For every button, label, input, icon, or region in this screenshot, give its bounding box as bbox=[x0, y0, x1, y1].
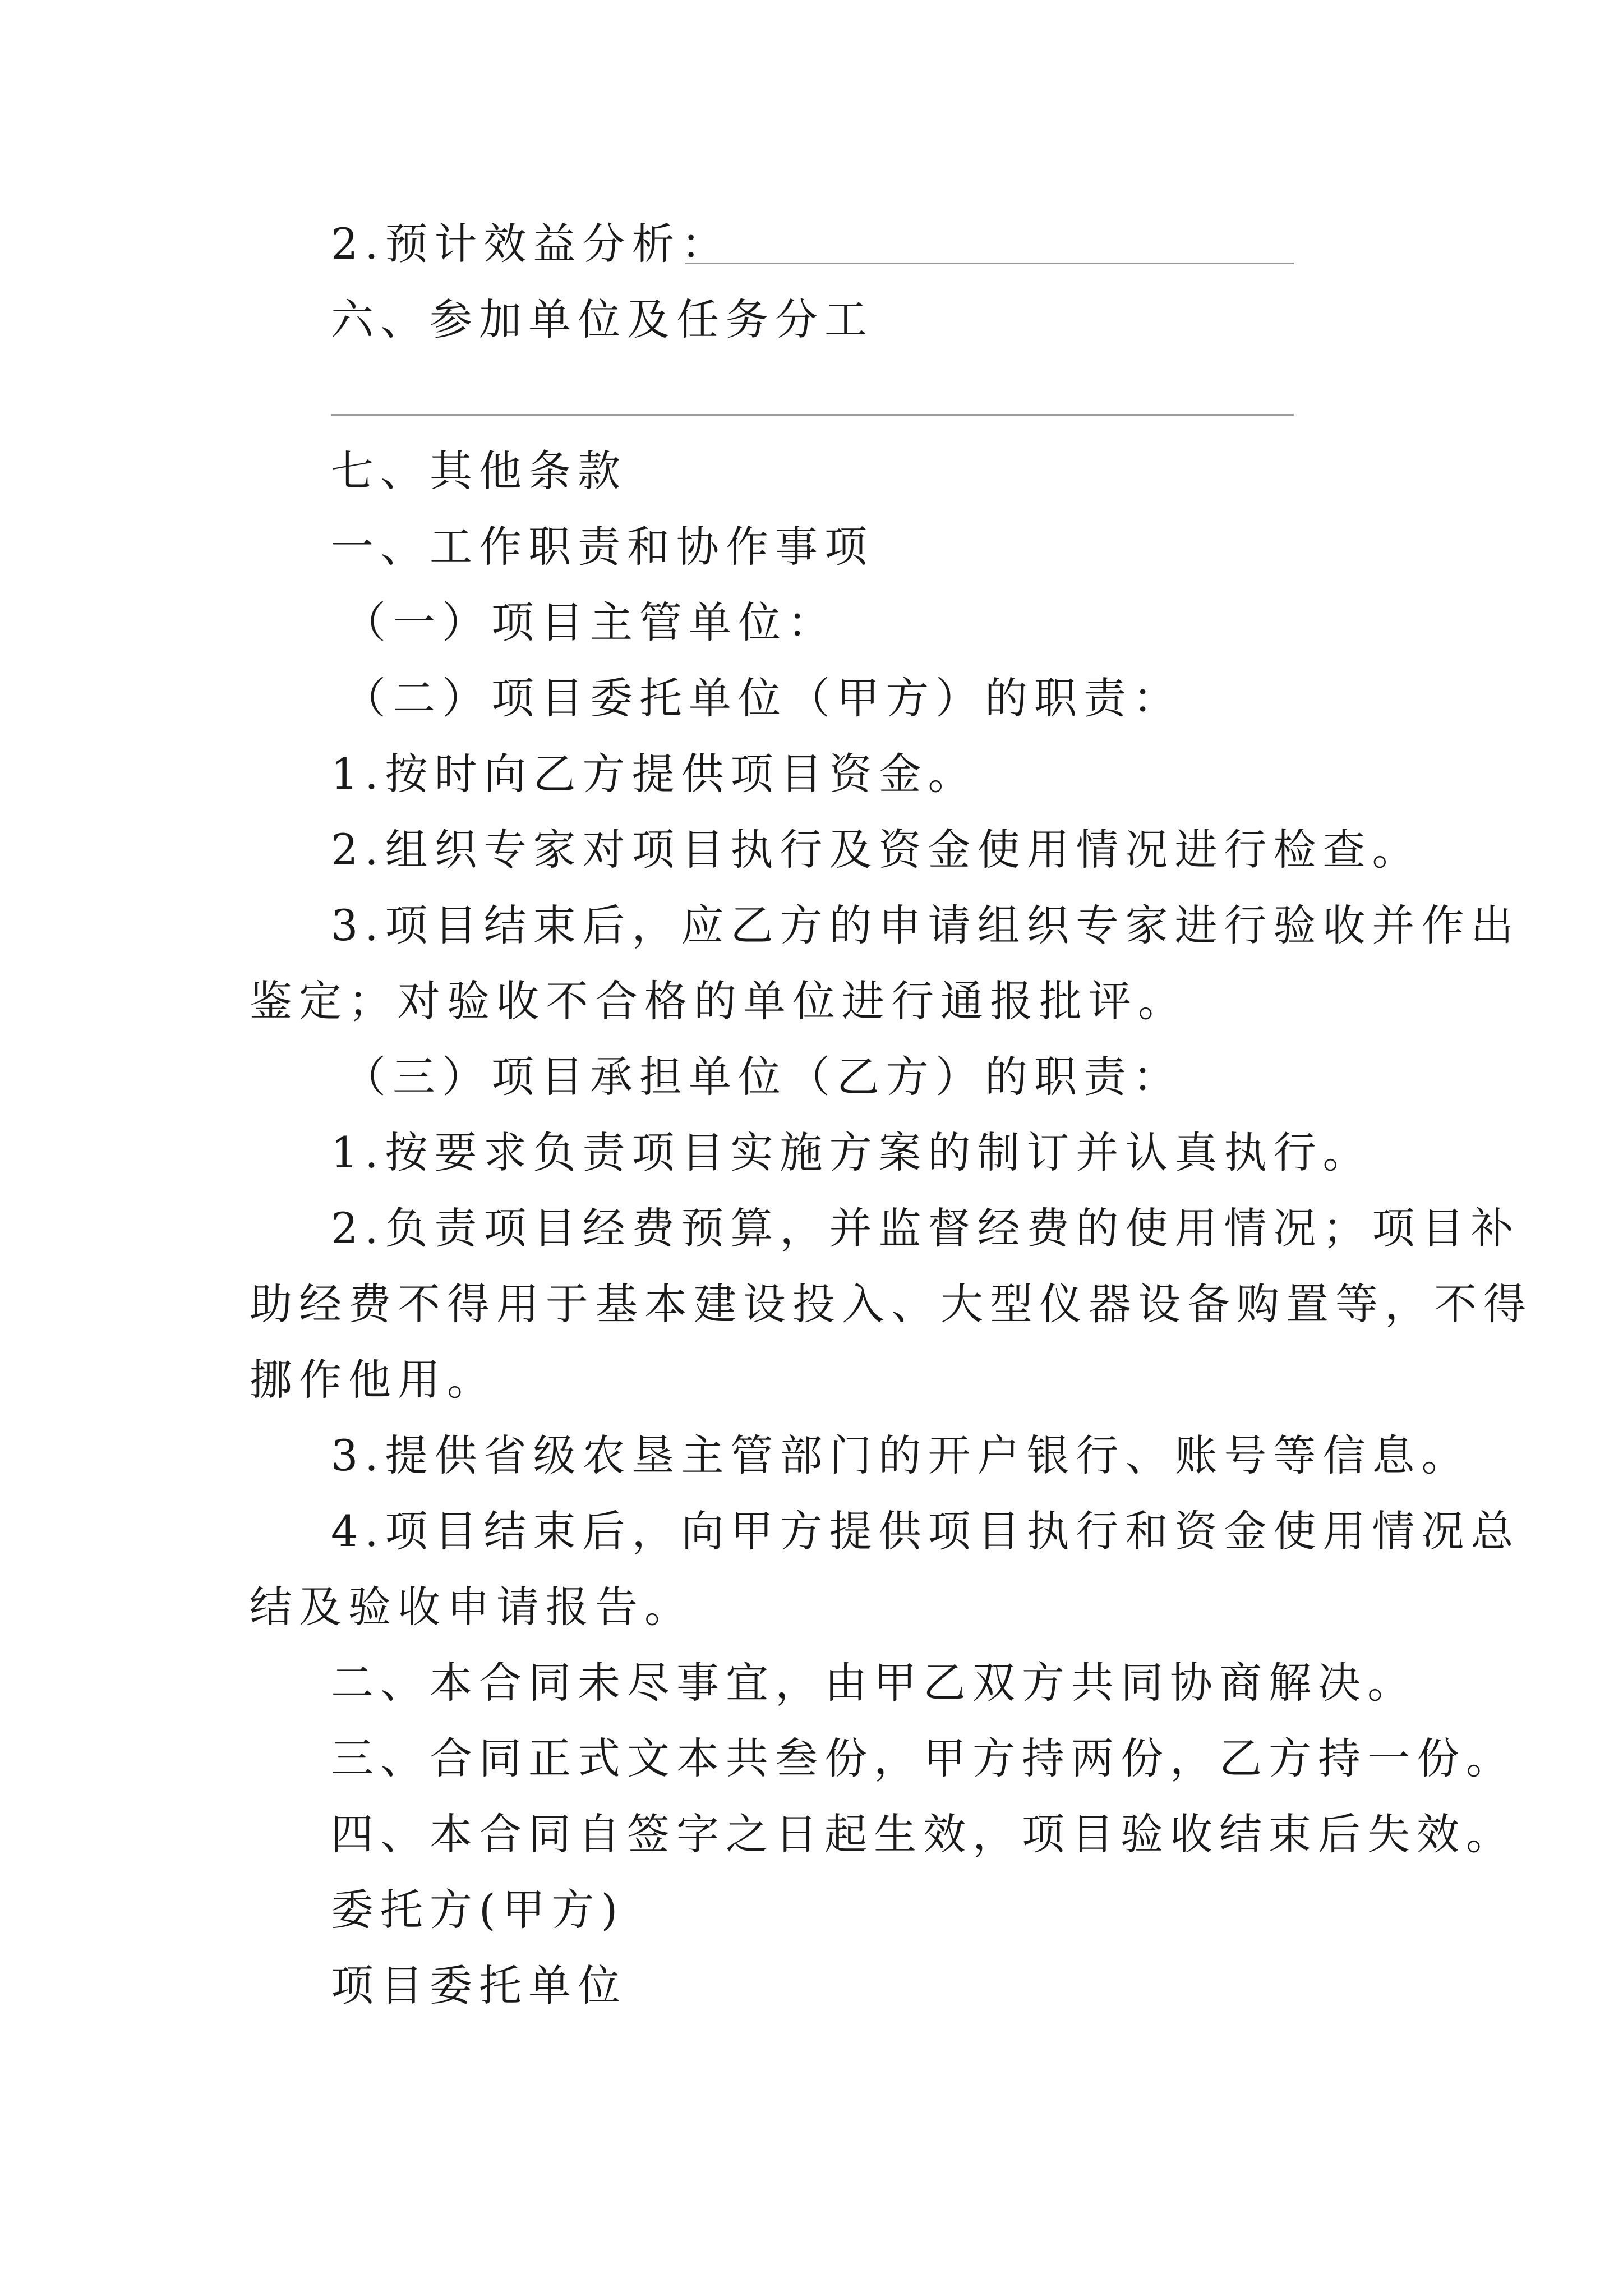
benefit-analysis-line: 2.预计效益分析： bbox=[331, 219, 731, 269]
party-a-duties-heading: （二）项目委托单位（甲方）的职责： bbox=[343, 673, 1182, 723]
client-party-label: 委托方(甲方) bbox=[331, 1885, 625, 1935]
party-a-duty-3-cont: 鉴定；对验收不合格的单位进行通报批评。 bbox=[250, 976, 1187, 1026]
party-b-duty-2-cont-2: 挪作他用。 bbox=[250, 1355, 496, 1405]
section-seven-heading: 七、其他条款 bbox=[331, 446, 627, 496]
clause-four: 四、本合同自签字之日起生效，项目验收结束后失效。 bbox=[331, 1809, 1515, 1859]
section-six-heading: 六、参加单位及任务分工 bbox=[331, 295, 874, 344]
client-unit-label: 项目委托单位 bbox=[331, 1961, 627, 2010]
clause-three: 三、合同正式文本共叁份，甲方持两份，乙方持一份。 bbox=[331, 1733, 1515, 1783]
party-b-duty-1: 1.按要求负责项目实施方案的制订并认真执行。 bbox=[331, 1128, 1372, 1177]
benefit-analysis-blank bbox=[685, 263, 1294, 264]
party-b-duty-2-cont: 助经费不得用于基本建设投入、大型仪器设备购置等，不得 bbox=[250, 1279, 1533, 1329]
clause-two: 二、本合同未尽事宜，由甲乙双方共同协商解决。 bbox=[331, 1658, 1417, 1708]
task-division-blank bbox=[331, 414, 1294, 416]
party-a-duty-1: 1.按时向乙方提供项目资金。 bbox=[331, 749, 978, 799]
party-b-duties-heading: （三）项目承担单位（乙方）的职责： bbox=[343, 1052, 1182, 1102]
party-a-duty-2: 2.组织专家对项目执行及资金使用情况进行检查。 bbox=[331, 825, 1422, 875]
duties-heading: 一、工作职责和协作事项 bbox=[331, 522, 874, 572]
supervisor-unit-heading: （一）项目主管单位： bbox=[343, 597, 837, 647]
party-b-duty-3: 3.提供省级农垦主管部门的开户银行、账号等信息。 bbox=[331, 1430, 1471, 1480]
party-a-duty-3: 3.项目结束后，应乙方的申请组织专家进行验收并作出 bbox=[331, 900, 1520, 950]
party-b-duty-4: 4.项目结束后，向甲方提供项目执行和资金使用情况总 bbox=[331, 1506, 1520, 1556]
party-b-duty-4-cont: 结及验收申请报告。 bbox=[250, 1582, 694, 1632]
party-b-duty-2: 2.负责项目经费预算，并监督经费的使用情况；项目补 bbox=[331, 1203, 1520, 1253]
